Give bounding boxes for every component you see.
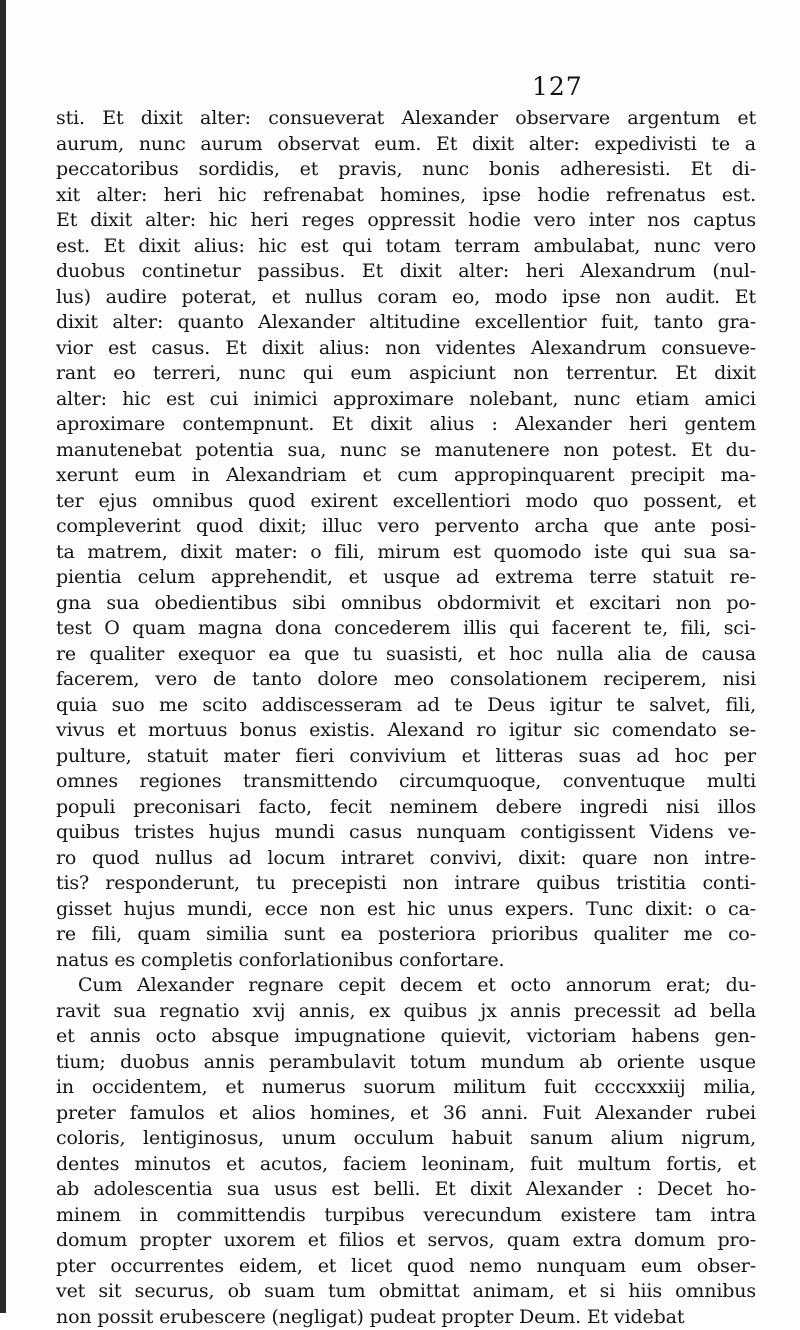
text-line: dentes minutos et acutos, faciem leoninam, fuit multum fortis, et xyxy=(56,1152,756,1178)
text-line: vet sit securus, ob suam tum obmittat animam, et si hiis omnibus xyxy=(56,1279,756,1305)
text-line: aurum, nunc aurum observat eum. Et dixit alter: expedivisti te a xyxy=(56,132,756,158)
text-line: omnes regiones transmittendo circumquoque, conventuque multi xyxy=(56,769,756,795)
text-line: domum propter uxorem et filios et servos, quam extra domum pro- xyxy=(56,1228,756,1254)
page-binding-edge xyxy=(0,0,6,1313)
text-line: lus) audire poterat, et nullus coram eo, modo ipse non audit. Et xyxy=(56,285,756,311)
text-line: populi preconisari facto, fecit neminem debere ingredi nisi illos xyxy=(56,795,756,821)
text-line: quibus tristes hujus mundi casus nunquam contigissent Videns ve- xyxy=(56,820,756,846)
text-line: compleverint quod dixit; illuc vero pervento archa que ante posi- xyxy=(56,514,756,540)
text-line: rant eo terreri, nunc qui eum aspiciunt non terrentur. Et dixit xyxy=(56,361,756,387)
body-text xyxy=(56,106,756,1330)
text-line: in occidentem, et numerus suorum militum fuit ccccxxxiij milia, xyxy=(56,1075,756,1101)
text-line: ro quod nullus ad locum intraret convivi, dixit: quare non intre- xyxy=(56,846,756,872)
text-line: natus es completis conforlationibus confortare. xyxy=(56,948,756,974)
text-line: est. Et dixit alius: hic est qui totam terram ambulabat, nunc vero xyxy=(56,234,756,260)
text-line: vivus et mortuus bonus existis. Alexand ro igitur sic comendato se- xyxy=(56,718,756,744)
text-line: pientia celum apprehendit, et usque ad extrema terre statuit re- xyxy=(56,565,756,591)
text-line: alter: hic est cui inimici approximare nolebant, nunc etiam amici xyxy=(56,387,756,413)
text-line: coloris, lentiginosus, unum occulum habuit sanum alium nigrum, xyxy=(56,1126,756,1152)
text-line: ab adolescentia sua usus est belli. Et dixit Alexander : Decet ho- xyxy=(56,1177,756,1203)
text-line: vior est casus. Et dixit alius: non videntes Alexandrum consueve- xyxy=(56,336,756,362)
text-line: xit alter: heri hic refrenabat homines, ipse hodie refrenatus est. xyxy=(56,183,756,209)
text-line: test O quam magna dona concederem illis qui facerent te, fili, sci- xyxy=(56,616,756,642)
text-line: duobus continetur passibus. Et dixit alter: heri Alexandrum (nul- xyxy=(56,259,756,285)
text-line: aproximare contempnunt. Et dixit alius : Alexander heri gentem xyxy=(56,412,756,438)
text-line: pter occurrentes eidem, et licet quod nemo nunquam eum obser- xyxy=(56,1254,756,1280)
text-line: ter ejus omnibus quod exirent excellentiori modo quo possent, et xyxy=(56,489,756,515)
text-line: quia suo me scito addiscesseram ad te Deus igitur te salvet, fili, xyxy=(56,693,756,719)
text-line: gisset hujus mundi, ecce non est hic unus expers. Tunc dixit: o ca- xyxy=(56,897,756,923)
text-line: re fili, quam similia sunt ea posteriora prioribus qualiter me co- xyxy=(56,922,756,948)
text-line: tium; duobus annis perambulavit totum mundum ab oriente usque xyxy=(56,1050,756,1076)
text-line: sti. Et dixit alter: consueverat Alexander observare argentum et xyxy=(56,106,756,132)
text-line: Et dixit alter: hic heri reges oppressit hodie vero inter nos captus xyxy=(56,208,756,234)
text-line: et annis octo absque impugnatione quievit, victoriam habens gen- xyxy=(56,1024,756,1050)
text-line: non possit erubescere (negligat) pudeat propter Deum. Et videbat xyxy=(56,1305,756,1330)
text-line: xerunt eum in Alexandriam et cum appropinquarent precipit ma- xyxy=(56,463,756,489)
text-line: manutenebat potentia sua, nunc se manutenere non potest. Et du- xyxy=(56,438,756,464)
text-line: gna sua obedientibus sibi omnibus obdormivit et excitari non po- xyxy=(56,591,756,617)
text-line: pulture, statuit mater fieri convivium et litteras suas ad hoc per xyxy=(56,744,756,770)
text-line: facerem, vero de tanto dolore meo consolationem reciperem, nisi xyxy=(56,667,756,693)
page-number: 127 xyxy=(532,72,583,101)
text-line: minem in committendis turpibus verecundum existere tam intra xyxy=(56,1203,756,1229)
text-line: dixit alter: quanto Alexander altitudine excellentior fuit, tanto gra- xyxy=(56,310,756,336)
text-line: ravit sua regnatio xvij annis, ex quibus jx annis precessit ad bella xyxy=(56,999,756,1025)
text-line: peccatoribus sordidis, et pravis, nunc bonis adheresisti. Et di- xyxy=(56,157,756,183)
text-line: ta matrem, dixit mater: o fili, mirum est quomodo iste qui sua sa- xyxy=(56,540,756,566)
text-line: tis? responderunt, tu precepisti non intrare quibus tristitia conti- xyxy=(56,871,756,897)
text-line: re qualiter exequor ea que tu suasisti, et hoc nulla alia de causa xyxy=(56,642,756,668)
text-line: Cum Alexander regnare cepit decem et octo annorum erat; du- xyxy=(56,973,756,999)
text-line: preter famulos et alios homines, et 36 anni. Fuit Alexander rubei xyxy=(56,1101,756,1127)
